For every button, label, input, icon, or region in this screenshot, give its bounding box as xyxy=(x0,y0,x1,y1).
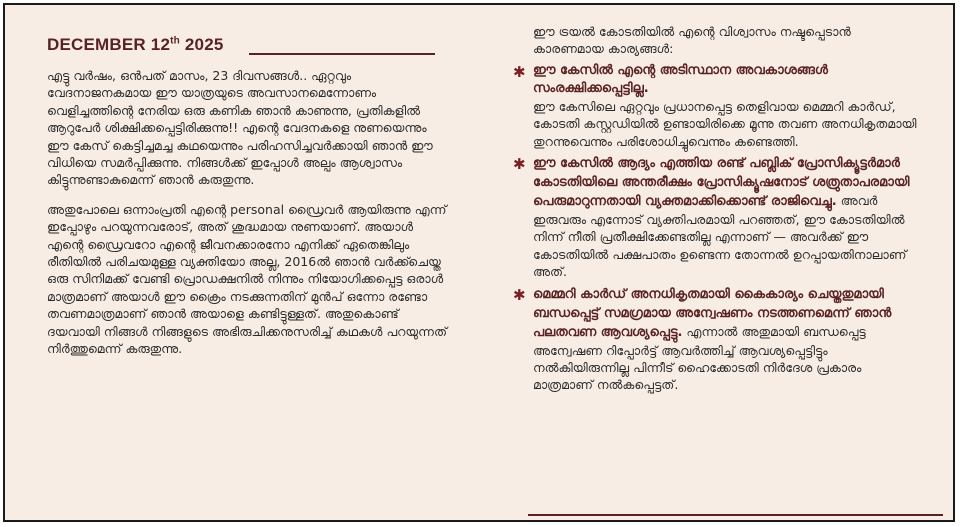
reason-text xyxy=(533,154,925,281)
bottom-rule xyxy=(528,514,943,516)
reasons-intro: ഈ ട്രയൽ കോടതിയിൽ എന്റെ വിശ്വാസം നഷ്ടപ്പെടാൻ കാരണമായ കാര്യങ്ങൾ: xyxy=(533,24,851,57)
reason-heading: ഈ കേസിൽ എന്റെ അടിസ്ഥാന അവകാശങ്ങൾ സംരക്ഷിക്കപ്പെട്ടില്ല. xyxy=(533,62,828,96)
paragraph-2: അതുപോലെ ഒന്നാംപ്രതി എന്റെ personal ഡ്രൈവർ ആയിരുന്നു എന്ന് ഇപ്പോഴും പറയുന്നവരോട്, അത് ശുദ്ധമായ നുണയാണ്. അയാൾ എന്റെ ഡ്രൈവറോ എന്റെ ജീവനക്കാരനോ എനിക്ക് ഏതെങ്കിലും രീതിയിൽ പരിചയമുള്ള വ്യക്തിയോ അല്ല, 2016ൽ ഞാൻ വർക്ക്ചെയ്ത ഒരു സിനിമക്ക് വേണ്ടി പ്രൊഡക്ഷനിൽ നിന്നും നിയോഗിക്കപ്പെട്ട ഒരാൾ മാത്രമാണ് അയാൾ ഈ ക്രൈം നടക്കുന്നതിന് മുൻപ് ഒന്നോ രണ്ടോ തവണമാത്രമാണ് ഞാൻ അയാളെ കണ്ടിട്ടുള്ളത്. അതുകൊണ്ട് ദയവായി നിങ്ങൾ നിങ്ങളുടെ അഭിരുചിക്കനുസരിച്ച് കഥകൾ പറയുന്നത് നിർത്തുമെന്ന് കരുതുന്നു. xyxy=(47,201,447,357)
reason-heading: മെമ്മറി കാർഡ് അനധികൃതമായി കൈകാര്യം ചെയ്തതുമായി ബന്ധപ്പെട്ട് സമഗ്രമായ അന്വേഷണം നടത്തണമെന്ന് ഞാൻ പലതവണ ആവശ്യപ്പെട്ടു. xyxy=(533,286,892,340)
date-heading: DECEMBER 12th 2025 xyxy=(47,35,224,54)
reason-item xyxy=(515,154,925,281)
heading-rule xyxy=(249,53,435,55)
reason-item xyxy=(515,62,925,150)
asterisk-bullet-icon: ✱ xyxy=(513,62,526,81)
left-column xyxy=(47,35,447,358)
right-column xyxy=(515,23,925,394)
asterisk-bullet-icon: ✱ xyxy=(513,155,526,174)
reason-body: ഈ കേസിലെ ഏറ്റവും പ്രധാനപ്പെട്ട തെളിവായ മെമ്മറി കാർഡ്, കോടതി കസ്റ്റഡിയിൽ ഉണ്ടായിരിക്കെ മൂന്നു തവണ അനധികൃതമായി തുറന്നുവെന്നും പരിശോധിച്ചുവെന്നും കണ്ടെത്തി. xyxy=(533,98,917,149)
statement-card xyxy=(3,3,955,522)
reason-item xyxy=(515,285,925,394)
asterisk-bullet-icon: ✱ xyxy=(513,285,526,304)
reason-heading: ഈ കേസിൽ ആദ്യം എത്തിയ രണ്ട് പബ്ലിക് പ്രോസിക്യൂട്ടർമാർ കോടതിയിലെ അന്തരീക്ഷം പ്രോസിക്യൂഷനോട് ശത്രുതാപരമായി പെരുമാറുന്നതായി വ്യക്തമാക്കിക്കൊണ്ട് രാജിവെച്ചു. xyxy=(533,156,910,210)
paragraph-1: എട്ടു വർഷം, ഒൻപത് മാസം, 23 ദിവസങ്ങൾ.. ഏറ്റവും വേദനാജനകമായ ഈ യാത്രയുടെ അവസാനമെന്നോണം വെളിച്ചത്തിന്റെ നേരിയ ഒരു കണിക ഞാൻ കാണുന്നു, പ്രതികളിൽ ആറുപേർ ശിക്ഷിക്കപ്പെട്ടിരിക്കുന്നു!! എന്റെ വേദനകളെ നുണയെന്നും ഈ കേസ് കെട്ടിച്ചമച്ച കഥയെന്നും പരിഹസിച്ചവർക്കായി ഞാൻ ഈ വിധിയെ സമർപ്പിക്കുന്നു. നിങ്ങൾക്ക് ഇപ്പോൾ അല്പം ആശ്വാസം കിട്ടുന്നുണ്ടാകുമെന്ന് ഞാൻ കരുതുന്നു. xyxy=(47,68,433,188)
reason-body: അവർ ഇരുവരും എന്നോട് വ്യക്തിപരമായി പറഞ്ഞത്, ഈ കോടതിയിൽ നിന്ന് നീതി പ്രതീക്ഷിക്കേണ്ടതില്ല എന്നാണ് — അവർക്ക് ഈ കോടതിയിൽ പക്ഷപാതം ഉണ്ടെന്ന തോന്നൽ ഉറപ്പായതിനാലാണ് അത്. xyxy=(533,193,907,280)
reason-text xyxy=(533,285,925,394)
reason-body: എന്നാൽ അതുമായി ബന്ധപ്പെട്ട അന്വേഷണ റിപ്പോർട്ട് ആവർത്തിച്ച് ആവശ്യപ്പെട്ടിട്ടും നൽകിയിരുന്നില്ല പിന്നീട് ഹൈക്കോടതി നിർദേശ പ്രകാരം മാത്രമാണ് നൽകപ്പെട്ടത്. xyxy=(533,323,866,393)
